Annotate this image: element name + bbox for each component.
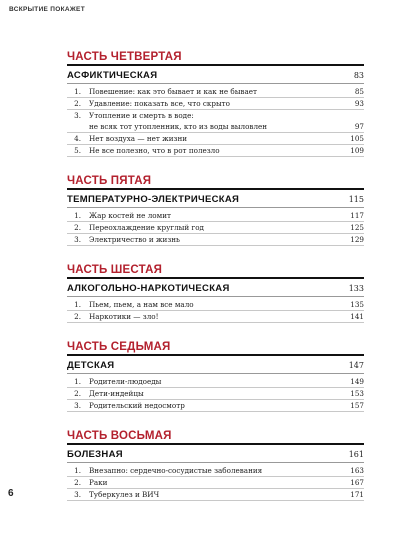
entry-page: 129: [350, 235, 364, 244]
entry-page: 93: [354, 99, 364, 108]
entry-number: 1.: [74, 87, 81, 96]
entry-number: 1.: [74, 300, 81, 309]
part-title: ЧАСТЬ ВОСЬМАЯ: [67, 429, 364, 445]
toc-entry: [67, 145, 364, 157]
running-head: ВСКРЫТИЕ ПОКАЖЕТ: [9, 6, 85, 13]
entry-page: 97: [354, 122, 364, 131]
section-rule: [67, 207, 364, 208]
entry-number: 5.: [74, 146, 81, 155]
section-title: АЛКОГОЛЬНО-НАРКОТИЧЕСКАЯ: [67, 283, 230, 294]
entry-title: Удавление: показать все, что скрыто: [89, 99, 230, 108]
toc-entry: [67, 400, 364, 412]
entry-number: 2.: [74, 389, 81, 398]
toc-entry: [67, 299, 364, 311]
section-title: АСФИКТИЧЕСКАЯ: [67, 70, 158, 81]
entry-page: 135: [350, 300, 364, 309]
toc-entry: [67, 222, 364, 234]
toc-entry: [67, 376, 364, 388]
entry-title: Жар костей не ломит: [89, 211, 171, 220]
part-7: [67, 340, 364, 412]
entry-title: Дети-индейцы: [89, 389, 144, 398]
entry-number: 4.: [74, 134, 81, 143]
toc-entry: [67, 133, 364, 145]
section-page: 147: [348, 361, 364, 370]
entry-title: Наркотики — зло!: [89, 312, 159, 321]
entry-page: 105: [350, 134, 364, 143]
toc-entry: [67, 234, 364, 246]
part-title: ЧАСТЬ ЧЕТВЕРТАЯ: [67, 50, 364, 66]
entry-number: 3.: [74, 235, 81, 244]
entry-page: 109: [350, 146, 364, 155]
entry-title: Не все полезно, что в рот полезло: [89, 146, 220, 155]
entry-number: 3.: [74, 490, 81, 499]
section-page: 133: [348, 284, 364, 293]
part-title: ЧАСТЬ ПЯТАЯ: [67, 174, 364, 190]
entry-number: 2.: [74, 99, 81, 108]
table-of-contents: [67, 50, 364, 518]
entry-number: 1.: [74, 466, 81, 475]
page-number: 6: [8, 488, 14, 499]
section-heading: [67, 69, 364, 82]
entry-number: 1.: [74, 211, 81, 220]
toc-entry: [67, 388, 364, 400]
section-rule: [67, 296, 364, 297]
toc-entry: [67, 110, 364, 121]
entry-number: 2.: [74, 223, 81, 232]
entry-number: 3.: [74, 111, 81, 120]
entry-page: 167: [350, 478, 364, 487]
entry-title: Электричество и жизнь: [89, 235, 180, 244]
section-heading: [67, 193, 364, 206]
section-title: БОЛЕЗНАЯ: [67, 449, 123, 460]
toc-entry: [67, 465, 364, 477]
entry-title: Утопление и смерть в воде:: [89, 111, 194, 120]
section-rule: [67, 83, 364, 84]
toc-entry-continuation: [67, 121, 364, 133]
part-title: ЧАСТЬ СЕДЬМАЯ: [67, 340, 364, 356]
section-rule: [67, 462, 364, 463]
entry-number: 2.: [74, 312, 81, 321]
section-heading: [67, 359, 364, 372]
entry-page: 157: [350, 401, 364, 410]
entry-page: 85: [354, 87, 364, 96]
entry-title: не всяк тот утопленник, кто из воды выловлен: [89, 122, 268, 131]
toc-entry: [67, 477, 364, 489]
entry-page: 171: [350, 490, 364, 499]
toc-entry: [67, 98, 364, 110]
entry-page: 163: [350, 466, 364, 475]
entry-page: 117: [350, 211, 364, 220]
entry-title: Родительский недосмотр: [89, 401, 185, 410]
entry-title: Родители-людоеды: [89, 377, 162, 386]
entry-page: 153: [350, 389, 364, 398]
section-title: ТЕМПЕРАТУРНО-ЭЛЕКТРИЧЕСКАЯ: [67, 194, 240, 205]
section-page: 161: [348, 450, 364, 459]
section-heading: [67, 282, 364, 295]
entry-page: 125: [350, 223, 364, 232]
section-page: 115: [348, 195, 364, 204]
entry-title: Нет воздуха — нет жизни: [89, 134, 188, 143]
entry-title: Раки: [89, 478, 108, 487]
entry-title: Туберкулез и ВИЧ: [89, 490, 160, 499]
entry-page: 149: [350, 377, 364, 386]
entry-number: 1.: [74, 377, 81, 386]
section-title: ДЕТСКАЯ: [67, 360, 115, 371]
part-title: ЧАСТЬ ШЕСТАЯ: [67, 263, 364, 279]
entry-title: Повешение: как это бывает и как не бывает: [89, 87, 258, 96]
toc-entry: [67, 489, 364, 501]
toc-entry: [67, 311, 364, 323]
entry-title: Пьем, пьем, а нам все мало: [89, 300, 194, 309]
section-heading: [67, 448, 364, 461]
entry-title: Внезапно: сердечно-сосудистые заболевания: [89, 466, 263, 475]
entry-page: 141: [350, 312, 364, 321]
part-5: [67, 174, 364, 246]
entry-number: 2.: [74, 478, 81, 487]
toc-entry: [67, 86, 364, 98]
toc-entry: [67, 210, 364, 222]
part-8: [67, 429, 364, 501]
entry-number: 3.: [74, 401, 81, 410]
section-page: 83: [353, 71, 364, 80]
section-rule: [67, 373, 364, 374]
entry-title: Переохлаждение круглый год: [89, 223, 204, 232]
part-6: [67, 263, 364, 323]
part-4: [67, 50, 364, 157]
